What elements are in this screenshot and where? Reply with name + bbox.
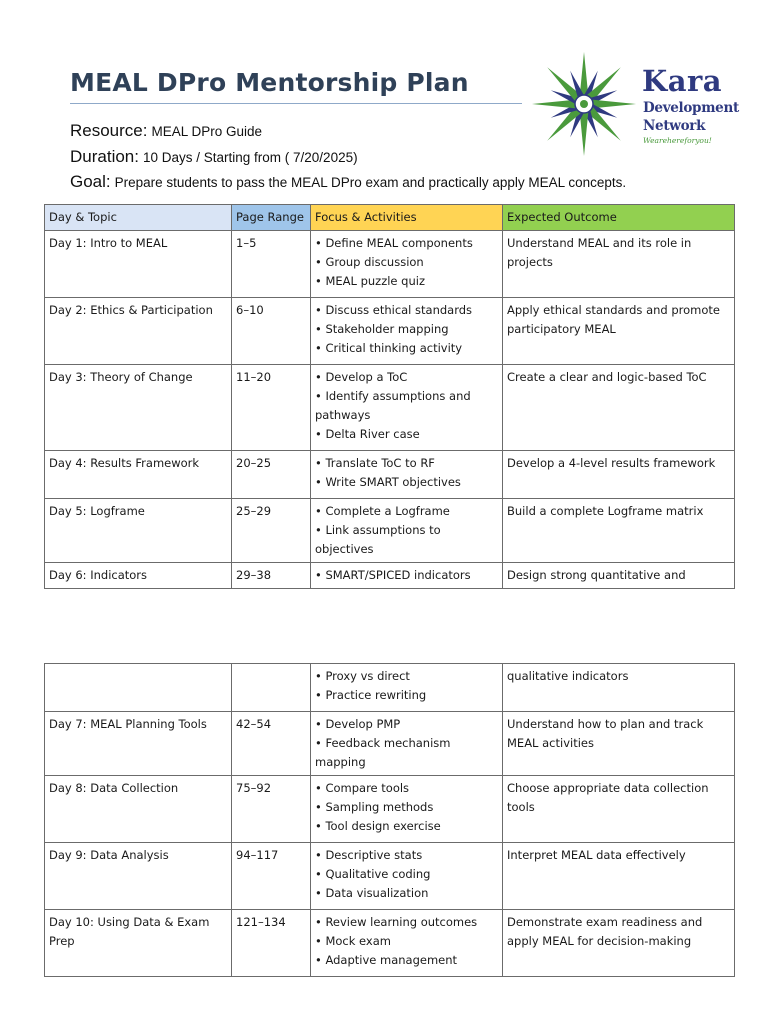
table-row [45,664,735,712]
day-topic-cell: Day 8: Data Collection [45,776,232,843]
activity-item: • Write SMART objectives [315,473,498,492]
star-center-dot [580,100,588,108]
expected-outcome-cell: Interpret MEAL data effectively [503,843,735,910]
page-range-cell: 121–134 [232,910,311,977]
page-range-cell: 29–38 [232,563,311,589]
activity-item: • Review learning outcomes [315,913,498,932]
star-ray [580,52,588,95]
expected-outcome-cell: qualitative indicators [503,664,735,712]
day-topic-cell: Day 3: Theory of Change [45,365,232,451]
activity-item: • Link assumptions to objectives [315,521,498,559]
activity-item: • Complete a Logframe [315,502,498,521]
activity-item: • Feedback mechanism mapping [315,734,498,772]
header-day-topic: Day & Topic [45,205,232,231]
title-underline [70,103,522,104]
activity-item: • Mock exam [315,932,498,951]
activity-list [315,301,498,358]
expected-outcome-cell: Choose appropriate data collection tools [503,776,735,843]
activity-item: • Data visualization [315,884,498,903]
day-topic-cell: Day 6: Indicators [45,563,232,589]
activity-item: • Delta River case [315,425,498,444]
duration-value: 10 Days / Starting from ( 7/20/2025) [142,150,358,165]
logo-word-development: Development [643,100,739,116]
table-row [45,563,735,589]
activity-item: • Discuss ethical standards [315,301,498,320]
page-range-cell [232,664,311,712]
goal-label: Goal: [70,172,111,191]
activity-item: • Tool design exercise [315,817,498,836]
page-range-cell: 11–20 [232,365,311,451]
activities-cell [311,231,503,298]
table-row [45,843,735,910]
activities-cell [311,843,503,910]
table-row [45,776,735,843]
activity-item: • Develop a ToC [315,368,498,387]
activity-list [315,566,498,585]
activity-item: • Define MEAL components [315,234,498,253]
table-row [45,365,735,451]
activity-list [315,667,498,705]
page-range-cell: 25–29 [232,499,311,563]
expected-outcome-cell: Understand how to plan and track MEAL activities [503,712,735,776]
expected-outcome-cell: Understand MEAL and its role in projects [503,231,735,298]
activity-item: • Translate ToC to RF [315,454,498,473]
resource-label: Resource: [70,121,148,140]
activity-list [315,779,498,836]
activity-item: • Sampling methods [315,798,498,817]
activities-cell [311,712,503,776]
activities-cell [311,298,503,365]
header-focus-activities: Focus & Activities [311,205,503,231]
mentorship-table-page-1 [44,204,735,589]
activity-list [315,715,498,772]
activity-item: • Adaptive management [315,951,498,970]
page-title: MEAL DPro Mentorship Plan [70,68,469,97]
star-ray [532,100,575,108]
expected-outcome-cell: Demonstrate exam readiness and apply MEAL for decision-making [503,910,735,977]
activities-cell [311,664,503,712]
duration-line [70,147,358,167]
header-page-range: Page Range [232,205,311,231]
table-row [45,298,735,365]
activity-item: • Qualitative coding [315,865,498,884]
day-topic-cell: Day 4: Results Framework [45,451,232,499]
expected-outcome-cell: Create a clear and logic-based ToC [503,365,735,451]
activity-item: • Stakeholder mapping [315,320,498,339]
kara-logo [528,50,738,162]
activity-item: • Descriptive stats [315,846,498,865]
expected-outcome-cell: Build a complete Logframe matrix [503,499,735,563]
table-row [45,451,735,499]
table-row [45,231,735,298]
page-range-cell: 42–54 [232,712,311,776]
activity-item: • Identify assumptions and pathways [315,387,498,425]
day-topic-cell [45,664,232,712]
activity-item: • Proxy vs direct [315,667,498,686]
header-expected-outcome: Expected Outcome [503,205,735,231]
table-header-row [45,205,735,231]
page-range-cell: 20–25 [232,451,311,499]
activity-item: • Group discussion [315,253,498,272]
activity-list [315,502,498,559]
page-range-cell: 6–10 [232,298,311,365]
day-topic-cell: Day 10: Using Data & Exam Prep [45,910,232,977]
day-topic-cell: Day 1: Intro to MEAL [45,231,232,298]
logo-tagline: Wearehereforyou! [643,136,712,145]
star-burst-icon [528,50,640,162]
table-row [45,712,735,776]
resource-value: MEAL DPro Guide [151,124,263,139]
activity-item: • Compare tools [315,779,498,798]
activities-cell [311,776,503,843]
activity-item: • Practice rewriting [315,686,498,705]
duration-label: Duration: [70,147,139,166]
day-topic-cell: Day 9: Data Analysis [45,843,232,910]
day-topic-cell: Day 7: MEAL Planning Tools [45,712,232,776]
resource-line [70,121,262,141]
goal-line [70,172,626,192]
page-range-cell: 75–92 [232,776,311,843]
activity-item: • Develop PMP [315,715,498,734]
star-ray [580,113,588,156]
expected-outcome-cell: Develop a 4-level results framework [503,451,735,499]
mentorship-table-page-2 [44,663,735,977]
activities-cell [311,451,503,499]
logo-word-network: Network [643,118,706,134]
activity-list [315,454,498,492]
page-range-cell: 94–117 [232,843,311,910]
day-topic-cell: Day 5: Logframe [45,499,232,563]
activity-list [315,913,498,970]
activity-list [315,846,498,903]
logo-word-kara: Kara [642,64,723,98]
table-row [45,910,735,977]
activity-list [315,234,498,291]
star-ray [593,100,636,108]
expected-outcome-cell: Design strong quantitative and [503,563,735,589]
day-topic-cell: Day 2: Ethics & Participation [45,298,232,365]
activities-cell [311,563,503,589]
activities-cell [311,365,503,451]
activities-cell [311,910,503,977]
page-range-cell: 1–5 [232,231,311,298]
expected-outcome-cell: Apply ethical standards and promote participatory MEAL [503,298,735,365]
activity-item: • MEAL puzzle quiz [315,272,498,291]
activity-item: • Critical thinking activity [315,339,498,358]
activities-cell [311,499,503,563]
activity-item: • SMART/SPICED indicators [315,566,498,585]
goal-value: Prepare students to pass the MEAL DPro exam and practically apply MEAL concepts. [114,175,627,190]
table-row [45,499,735,563]
activity-list [315,368,498,444]
